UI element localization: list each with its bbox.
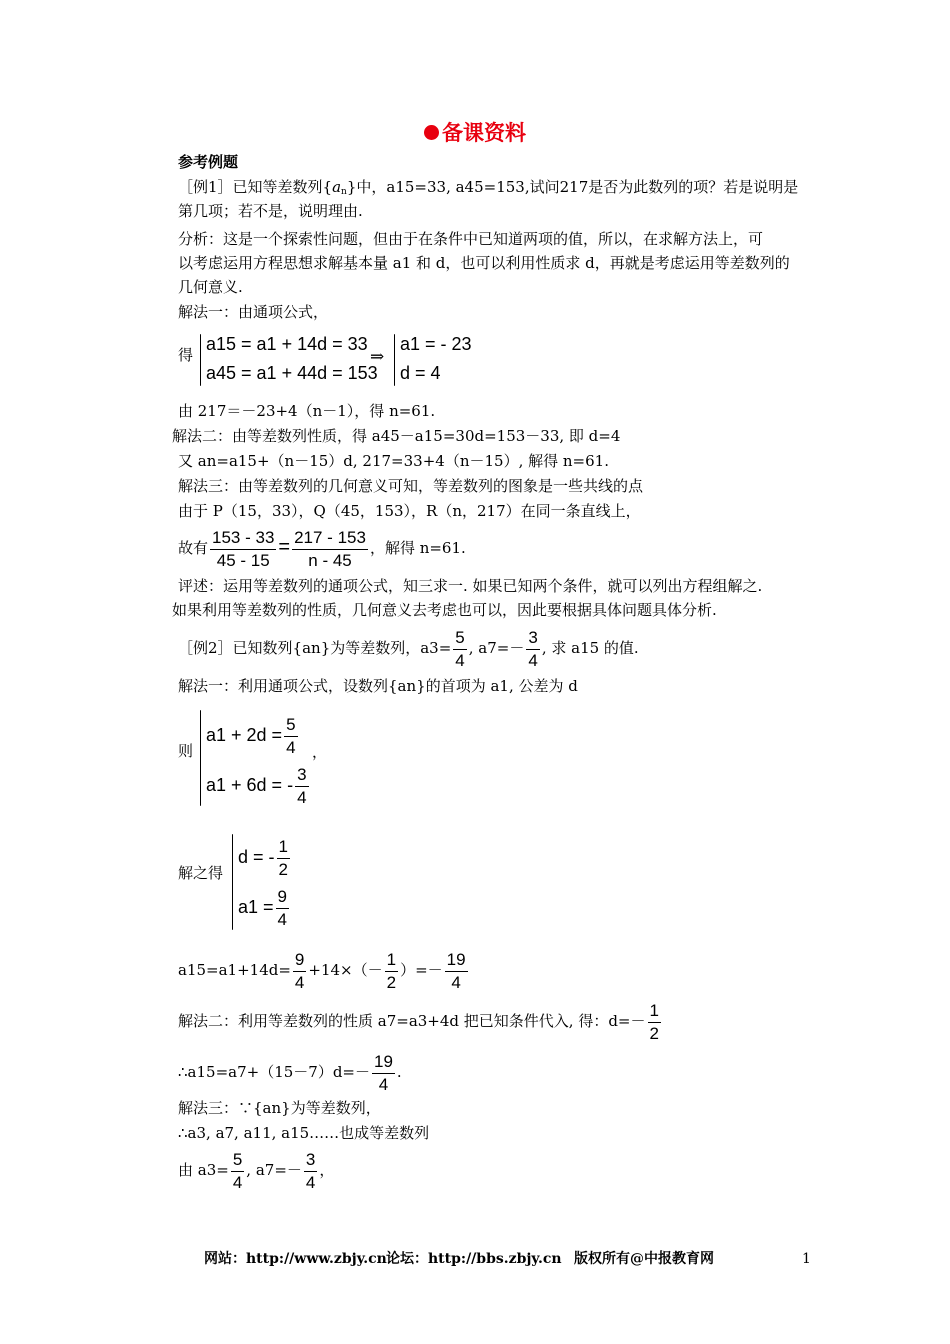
red-dot-icon [424,125,439,140]
system2-row2: d = 4 [400,363,441,383]
example1-prompt: ［例1］已知等差数列$\{a_n\}$中，a15=33, a45=153,试问217是否为此数列的项？若是说明是 [178,178,799,197]
fraction-9-4-b: $\frac{9}{4}$ [294,949,305,992]
example2-method2-line2: ∴a15=a7+（15－7）d=－ $\frac{19}{4}$ . [178,1051,402,1094]
example2-method3-line1: 解法三：∵{an}为等差数列， [178,1099,381,1117]
fraction-1-2-b: $\frac{1}{2}$ [386,949,397,992]
de-label: 得 [178,346,194,364]
system1-row2: a45 = a1 + 44d = 153 [206,363,378,383]
fraction-3-4-c: $\frac{3}{4}$ [305,1149,316,1192]
fraction-3-4-b: $\frac{3}{4}$ [297,764,307,807]
method3-fraction-line: 故有 $\frac{153 - 33}{45 - 15}$ = $\frac{217 - 153}{n - 45}$ ，解得 n=61. [178,527,466,570]
page-title: 备课资料 [0,123,950,143]
systemA-comma: ， [312,743,328,761]
fraction-19-4: $\frac{19}{4}$ [446,949,466,992]
method3-line1: 解法三：由等差数列的几何意义可知，等差数列的图象是一些共线的点 [178,477,644,495]
method3-line2: 由于 P（15，33），Q（45，153），R（n，217）在同一条直线上， [178,502,641,520]
example2-method2-line1: 解法二：利用等差数列的性质 a7=a3+4d 把已知条件代入, 得：d=－ $\frac{1}{2}$ [178,1000,659,1043]
system1-row1: a15 = a1 + 14d = 33 [206,334,368,354]
fraction-3-4: $\frac{3}{4}$ [528,627,538,670]
ze-label: 则 [178,742,194,760]
section-heading: 参考例题 [178,153,239,171]
example1-analysis-2: 以考虑运用方程思想求解基本量 a1 和 d，也可以利用性质求 d，再就是考虑运用等差数列的 [178,254,790,272]
fraction-5-4-b: $\frac{5}{4}$ [286,714,296,757]
fraction-1-2: $\frac{1}{2}$ [278,836,288,879]
method1-result: 由 217＝－23+4（n－1），得 n=61. [178,402,436,420]
example2-prompt: ［例2］已知数列{an}为等差数列，a3= $\frac{5}{4}$ , a7=－ $\frac{3}{4}$ , 求 a15 的值. [178,627,639,670]
footer-site: 网站：http://www.zbjy.cn [204,1251,387,1267]
example1-method1-intro: 解法一：由通项公式， [178,303,329,321]
method2-line1: 解法二：由等差数列性质，得 a45－a15=30d=153－33, 即 d=4 [172,427,621,445]
example2-method1-intro: 解法一：利用通项公式，设数列{an}的首项为 a1, 公差为 d [178,677,578,695]
fraction-9-4: $\frac{9}{4}$ [277,886,288,929]
footer-forum: 论坛：http://bbs.zbjy.cn [386,1251,562,1267]
example2-method3-line3: 由 a3= $\frac{5}{4}$ , a7=－ $\frac{3}{4}$ ， [178,1149,335,1192]
example2-method3-line2: ∴a3, a7, a11, a15……也成等差数列 [178,1124,430,1142]
systemA-row2: a1 + 6d = - $\frac{3}{4}$ [206,764,307,807]
systemB-row2: a1 = $\frac{9}{4}$ [238,886,288,929]
solve-label: 解之得 [178,864,224,882]
a15-calculation: a15=a1+14d= $\frac{9}{4}$ +14×（－ $\frac{1}{2}$ ）=－ $\frac{19}{4}$ [178,949,466,992]
system2-brace [394,334,395,386]
systemB-brace [232,834,233,930]
systemA-brace [200,710,201,806]
comment-line2: 如果利用等差数列的性质，几何意义去考虑也可以，因此要根据具体问题具体分析. [172,601,717,619]
example1-analysis-3: 几何意义. [178,278,243,296]
example1-prompt-line2: 第几项；若不是，说明理由. [178,202,363,220]
example1-analysis-1: 分析：这是一个探索性问题，但由于在条件中已知道两项的值，所以，在求解方法上，可 [178,230,764,248]
system2-row1: a1 = - 23 [400,334,472,354]
fraction-1-2-c: $\frac{1}{2}$ [649,1000,659,1043]
fraction-153-33: $\frac{153 - 33}{45 - 15}$ [212,527,275,570]
fraction-19-4-b: $\frac{19}{4}$ [374,1051,393,1094]
fraction-5-4-c: $\frac{5}{4}$ [232,1149,243,1192]
system1-brace [200,334,201,386]
fraction-217-153: $\frac{217 - 153}{n - 45}$ [294,527,366,570]
systemB-row1: d = - $\frac{1}{2}$ [238,836,288,879]
page-number: 1 [802,1251,811,1267]
fraction-5-4: $\frac{5}{4}$ [455,627,465,670]
comment-line1: 评述：运用等差数列的通项公式，知三求一. 如果已知两个条件，就可以列出方程组解之. [178,577,763,595]
systemA-row1: a1 + 2d = $\frac{5}{4}$ [206,714,296,757]
implies-icon: ⇒ [370,347,385,367]
method2-line2: 又 an=a15+（n－15）d, 217=33+4（n－15）, 解得 n=61. [178,452,609,470]
footer-copyright: 版权所有@中报教育网 [574,1251,714,1267]
